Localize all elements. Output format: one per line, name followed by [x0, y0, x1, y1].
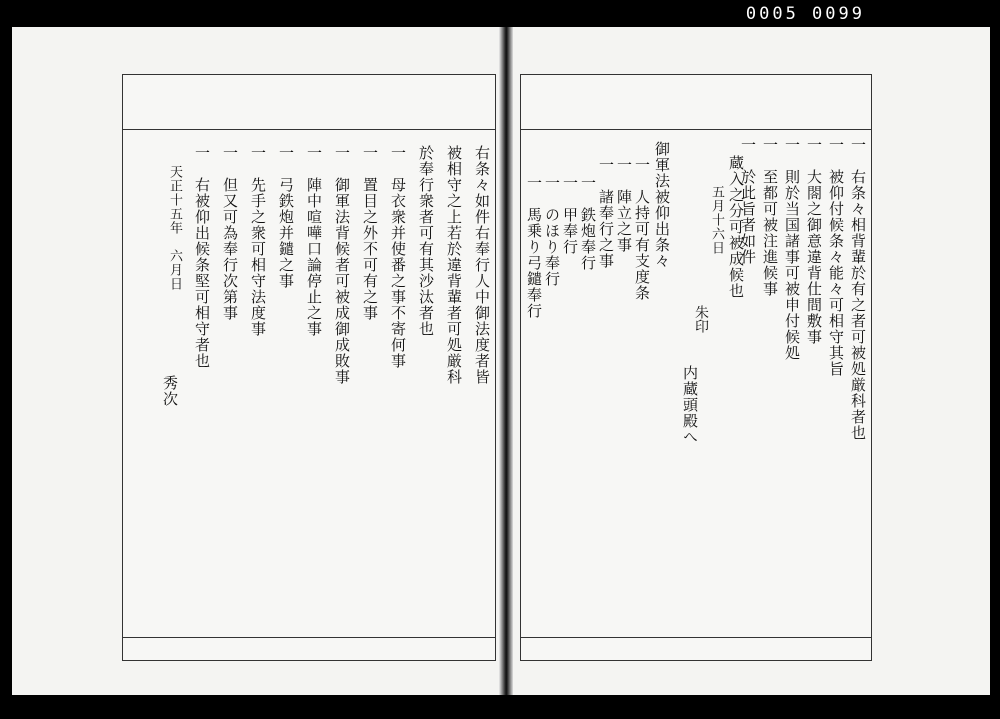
text-column: 於奉行衆者可有其沙汰者也: [417, 145, 435, 337]
text-column: 一 のほり奉行: [543, 175, 561, 287]
right-page: [520, 74, 872, 661]
frame-number: 0005 0099: [745, 4, 865, 24]
text-column: 一 被仰付候条々能々可相守其旨: [827, 137, 845, 377]
text-column: 一 右条々相背輩於有之者可被処厳科者也: [849, 137, 867, 441]
text-column: 一 但又可為奉行次第事: [221, 145, 239, 321]
book-spine: [499, 27, 513, 695]
text-column: 一 右被仰出候条堅可相守者也: [193, 145, 211, 369]
text-column: 一 人持可有支度条: [633, 157, 651, 301]
text-column: 一 大閤之御意違背仕間敷事: [805, 137, 823, 345]
text-column: 一 陣中喧嘩口論停止之事: [305, 145, 323, 337]
date-line: 五月十六日: [709, 185, 724, 255]
addressee: 内蔵頭殿へ: [681, 365, 699, 445]
text-column: 一 鉄炮奉行: [579, 175, 597, 271]
text-column: 一 則於当国諸事可被申付候処: [783, 137, 801, 361]
text-column: 一 甲奉行: [561, 175, 579, 255]
text-column: 一 於此旨者如件: [739, 137, 757, 265]
section-heading: 御軍法被仰出条々: [653, 141, 671, 269]
text-column: 一 御軍法背候者可被成御成敗事: [333, 145, 351, 385]
text-column: 一 至都可被注進候事: [761, 137, 779, 297]
text-column: 蔵入之分可被成候也: [727, 155, 745, 299]
text-column: 一 母衣衆并使番之事不寄何事: [389, 145, 407, 369]
text-column: 一 馬乗り弓鑓奉行: [525, 175, 543, 319]
signature: 秀次: [161, 375, 179, 407]
text-column: 一 弓鉄炮并鑓之事: [277, 145, 295, 289]
text-column: 一 先手之衆可相守法度事: [249, 145, 267, 337]
top-rule: [521, 129, 871, 130]
book-spread: [12, 27, 990, 695]
left-page: [122, 74, 496, 661]
date-line: 天正十五年 六月日: [167, 165, 182, 291]
text-column: 一 陣立之事: [615, 157, 633, 253]
text-column: 一 諸奉行之事: [597, 157, 615, 269]
bottom-rule: [123, 637, 495, 638]
text-column: 被相守之上若於違背輩者可処厳科: [445, 145, 463, 385]
seal-mark: 朱印: [693, 305, 709, 333]
bottom-rule: [521, 637, 871, 638]
text-column: 右条々如件右奉行人中御法度者皆: [473, 145, 491, 385]
text-column: 一 置目之外不可有之事: [361, 145, 379, 321]
top-rule: [123, 129, 495, 130]
